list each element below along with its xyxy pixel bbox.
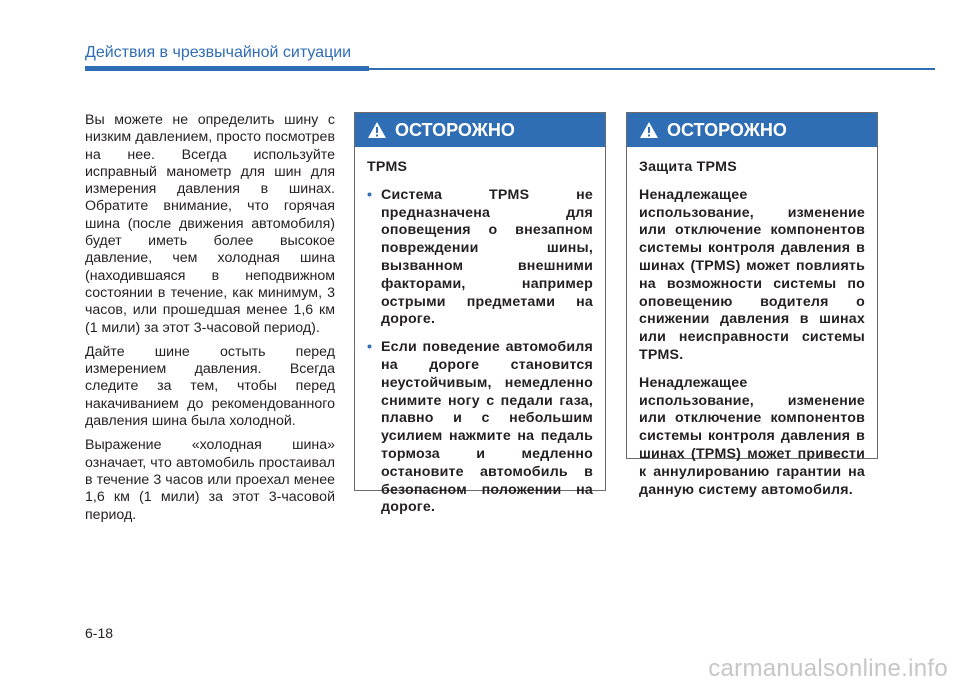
warning-bullet-text: Если поведение автомобиля на дороге становится неустойчивым, немедленно снимите ногу с педали газа, плавно и с небольшим усилием нажмите на педаль тормоза и медленно остановите автомобиль в безопасном положении на дороге. bbox=[381, 339, 593, 516]
warning-subtitle: TPMS bbox=[367, 159, 408, 175]
page-header-title: Действия в чрезвычайной ситуации bbox=[85, 44, 352, 61]
warning-paragraph: Ненадлежащее использование, изменение или отключение компонентов системы контроля давления в шинах (TPMS) может привести к аннулированию гарантии на данную систему автомобиля. bbox=[639, 374, 865, 498]
warning-bullet-list bbox=[367, 187, 593, 517]
warning-paragraph: Ненадлежащее использование, изменение или отключение компонентов системы контроля давления в шинах (TPMS) может повлиять на возможности системы по оповещению водителя о снижении давления в шинах или неисправности системы TPMS. bbox=[639, 186, 865, 363]
body-paragraph: Дайте шине остыть перед измерением давления. Всегда следите за тем, чтобы перед накачиванием до рекомендованного давления шина была холодной. bbox=[85, 343, 335, 430]
warning-subtitle: Защита TPMS bbox=[639, 159, 737, 175]
warning-header bbox=[355, 113, 605, 147]
warning-bullet-item bbox=[367, 339, 593, 517]
warning-heading: ОСТОРОЖНО bbox=[667, 119, 787, 140]
warning-bullet-item bbox=[367, 187, 593, 329]
page-number: 6-18 bbox=[85, 625, 114, 641]
watermark: carmanualsonline.info bbox=[708, 655, 948, 682]
body-paragraph: Вы можете не определить шину с низким давлением, просто посмотрев на нее. Всегда используйте исправный манометр для шин для измерения давления в шинах. Обратите внимание, что горячая шина (после движения автомобиля) будет иметь более высокое давление, чем холодная шина (находившаяся в неподвижном состоянии в течение, как минимум, 3 часов, или прошедшая менее 1,6 км (1 мили) за этот 3-часовой период). bbox=[85, 112, 335, 336]
bullet-icon: • bbox=[367, 339, 373, 356]
warning-triangle-icon bbox=[367, 121, 387, 139]
warning-triangle-icon bbox=[639, 121, 659, 139]
warning-heading: ОСТОРОЖНО bbox=[395, 119, 515, 140]
warning-bullet-text: Система TPMS не предназначена для оповещения о внезапном повреждении шины, вызванном внешними факторами, например острыми предметами на дороге. bbox=[381, 186, 593, 328]
header-bar-thin bbox=[369, 68, 935, 70]
bullet-icon: • bbox=[367, 186, 373, 203]
warning-box-tpms bbox=[354, 112, 606, 516]
header-bar-thick bbox=[85, 66, 369, 71]
warning-body bbox=[627, 147, 877, 499]
warning-header bbox=[627, 113, 877, 147]
warning-body bbox=[355, 147, 605, 517]
body-text-column bbox=[85, 112, 335, 531]
warning-box-tpms-protection bbox=[626, 112, 878, 498]
body-paragraph: Выражение «холодная шина» означает, что автомобиль простаивал в течение 3 часов или проехал менее 1,6 км (1 мили) за этот 3-часовой период. bbox=[85, 437, 335, 523]
